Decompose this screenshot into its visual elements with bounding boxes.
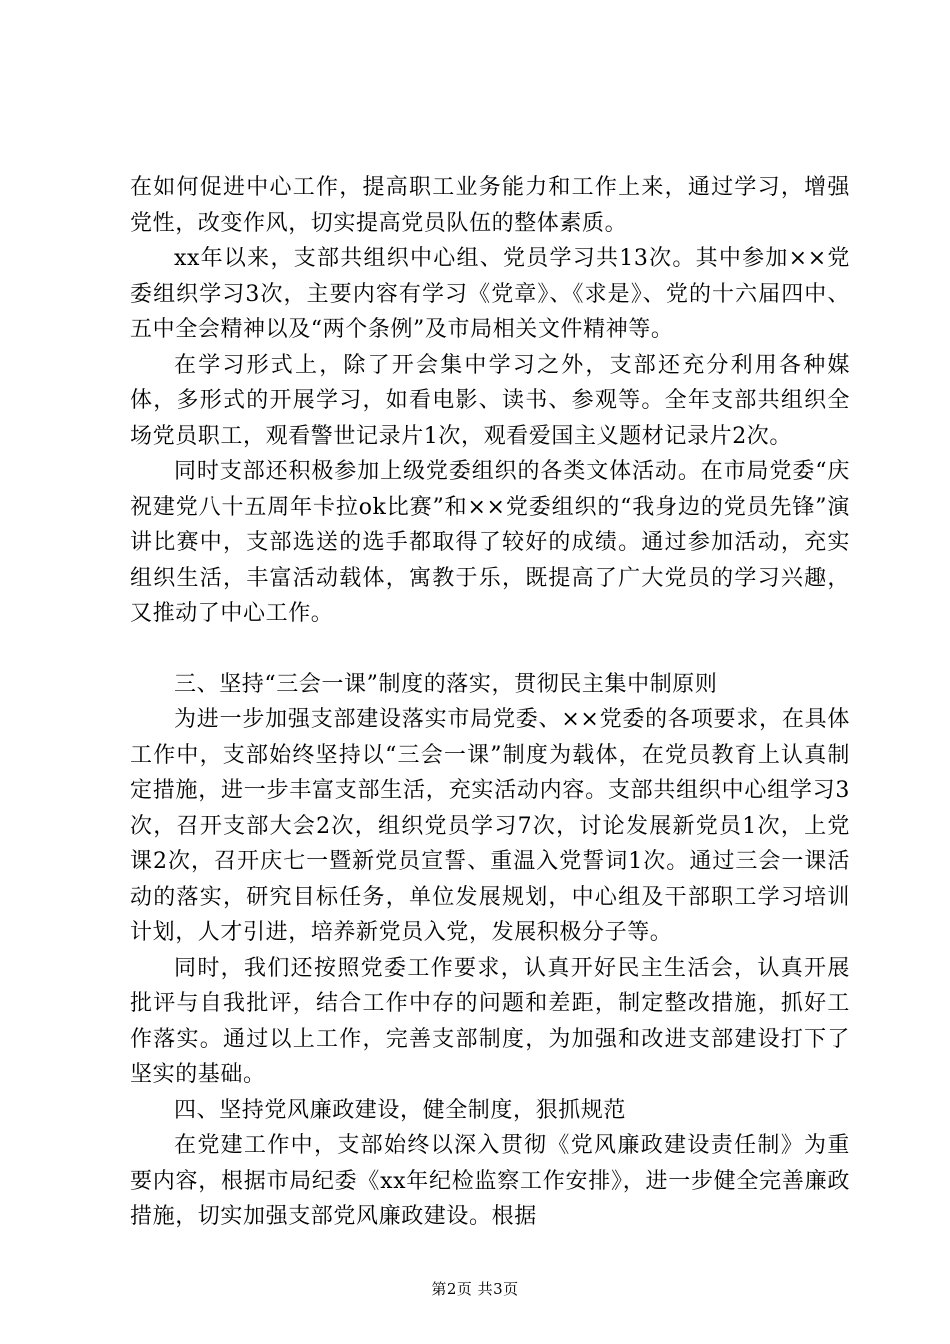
paragraph-study-forms: 在学习形式上，除了开会集中学习之外，支部还充分利用各种媒体，多形式的开展学习，如看电影、读书、参观等。全年支部共组织全场党员职工，观看警世记录片1次，观看爱国主义题材记录片2次。 [130,352,850,449]
paragraph-integrity: 在党建工作中，支部始终以深入贯彻《党风廉政建设责任制》为重要内容，根据市局纪委《xx年纪检监察工作安排》，进一步健全完善廉政措施，切实加强支部党风廉政建设。根据 [130,1133,850,1229]
section-heading-three: 三、坚持“三会一课”制度的落实，贯彻民主集中制原则 [174,671,718,697]
page-number-footer: 第2页 共3页 [431,1280,519,1298]
paragraph-continuation: 在如何促进中心工作，提高职工业务能力和工作上来，通过学习，增强党性，改变作风，切实提高党员队伍的整体素质。 [130,175,850,236]
document-body [130,170,850,1235]
paragraph-study-count: xx年以来，支部共组织中心组、党员学习共13次。其中参加××党委组织学习3次，主要内容有学习《党章》、《求是》、党的十六届四中、五中全会精神以及“两个条例”及市局相关文件精神等。 [130,246,850,342]
paragraph-three-meetings: 为进一步加强支部建设落实市局党委、××党委的各项要求，在具体工作中，支部始终坚持以“三会一课”制度为载体，在党员教育上认真制定措施，进一步丰富支部生活，充实活动内容。支部共组织中心组学习3次，召开支部大会2次，组织党员学习7次，讨论发展新党员1次，上党课2次，召开庆七一暨新党员宣誓、重温入党誓词1次。通过三会一课活动的落实，研究目标任务，单位发展规划，中心组及干部职工学习培训计划，人才引进，培养新党员入党，发展积极分子等。 [130,707,850,945]
section-heading-four: 四、坚持党风廉政建设，健全制度，狠抓规范 [174,1097,627,1123]
paragraph-democratic-life: 同时，我们还按照党委工作要求，认真开好民主生活会，认真开展批评与自我批评，结合工作中存的问题和差距，制定整改措施，抓好工作落实。通过以上工作，完善支部制度，为加强和改进支部建设打下了坚实的基础。 [130,955,850,1087]
paragraph-activities: 同时支部还积极参加上级党委组织的各类文体活动。在市局党委“庆祝建党八十五周年卡拉ok比赛”和××党委组织的“我身边的党员先锋”演讲比赛中，支部选送的选手都取得了较好的成绩。通过参加活动，充实组织生活，丰富活动载体，寓教于乐，既提高了广大党员的学习兴趣，又推动了中心工作。 [130,459,850,626]
